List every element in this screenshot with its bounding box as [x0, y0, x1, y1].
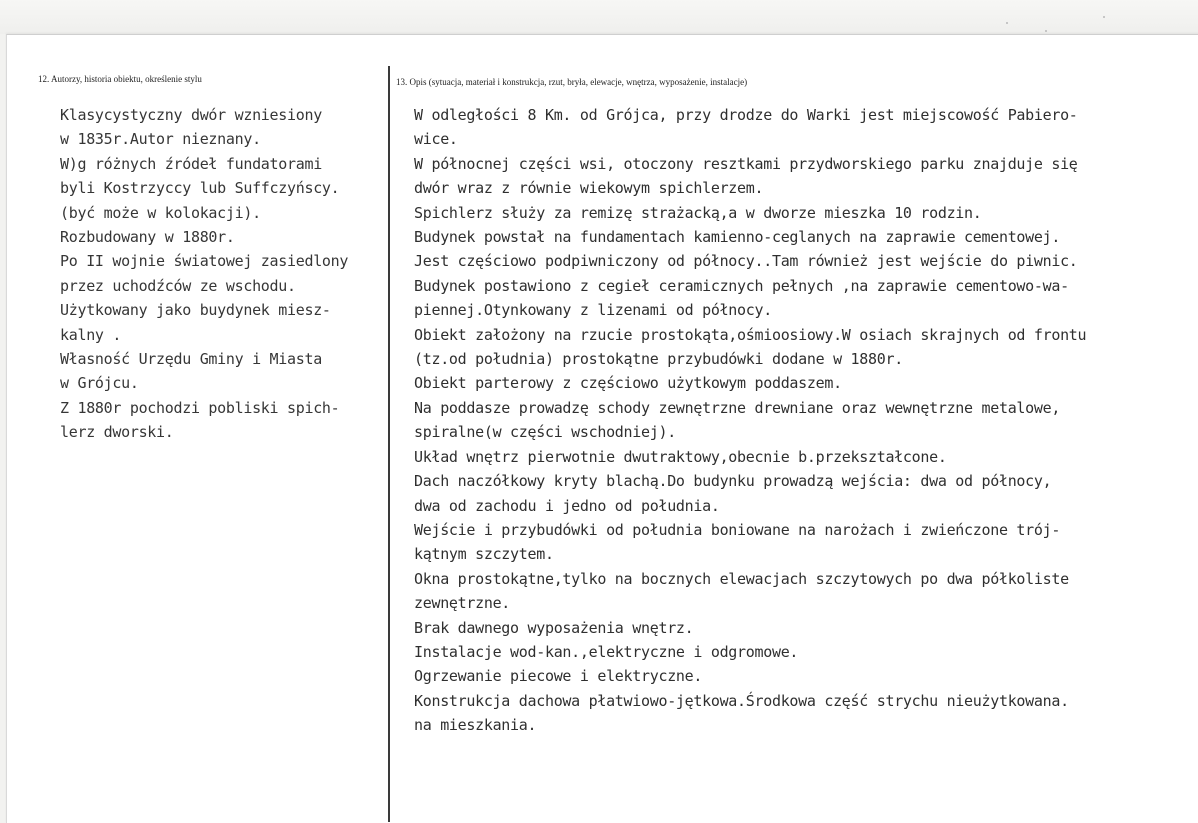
- text-line: wice.: [414, 130, 458, 149]
- text-line: Ogrzewanie piecowe i elektryczne.: [414, 667, 703, 686]
- text-line: kątnym szczytem.: [414, 545, 554, 564]
- text-line: W)g różnych źródeł fundatorami: [60, 154, 322, 173]
- section-12-text: [60, 103, 348, 445]
- text-line: kalny .: [60, 325, 122, 344]
- text-line: spiralne(w części wschodniej).: [414, 423, 676, 442]
- text-line: Użytkowany jako buydynek miesz-: [60, 301, 331, 320]
- text-line: Okna prostokątne,tylko na bocznych elewacjach szczytowych po dwa półkoliste: [414, 569, 1069, 588]
- text-line: dwór wraz z równie wiekowym spichlerzem.: [414, 179, 764, 198]
- text-line: w Grójcu.: [60, 374, 139, 393]
- scan-speck: [1006, 22, 1008, 24]
- text-line: (tz.od południa) prostokątne przybudówki dodane w 1880r.: [414, 350, 903, 369]
- text-line: byli Kostrzyccy lub Suffczyńscy.: [60, 179, 340, 198]
- text-line: dwa od zachodu i jedno od południa.: [414, 496, 720, 515]
- text-line: Dach naczółkowy kryty blachą.Do budynku prowadzą wejścia: dwa od północy,: [414, 472, 1052, 491]
- text-line: Budynek powstał na fundamentach kamienno-ceglanych na zaprawie cementowej.: [414, 228, 1061, 247]
- text-line: Budynek postawiono z cegieł ceramicznych pełnych ,na zaprawie cementowo-wa-: [414, 276, 1069, 295]
- text-line: Instalacje wod-kan.,elektryczne i odgromowe.: [414, 642, 799, 661]
- text-line: przez uchodźców ze wschodu.: [60, 276, 296, 295]
- scan-speck: [1045, 30, 1047, 32]
- text-line: na mieszkania.: [414, 716, 537, 735]
- text-line: Obiekt założony na rzucie prostokąta,ośmioosiowy.W osiach skrajnych od frontu: [414, 325, 1087, 344]
- column-divider: [388, 66, 390, 822]
- text-line: Wejście i przybudówki od południa boniowane na narożach i zwieńczone trój-: [414, 520, 1061, 539]
- section-13-label: 13. Opis (sytuacja, materiał i konstrukcja, rzut, bryła, elewacje, wnętrza, wyposażenie, instalacje): [396, 77, 748, 87]
- text-line: Z 1880r pochodzi pobliski spich-: [60, 398, 340, 417]
- text-line: W północnej części wsi, otoczony resztkami przydworskiego parku znajduje się: [414, 154, 1078, 173]
- text-line: Obiekt parterowy z częściowo użytkowym poddaszem.: [414, 374, 842, 393]
- text-line: Brak dawnego wyposażenia wnętrz.: [414, 618, 694, 637]
- section-13-text: [414, 103, 1086, 738]
- text-line: piennej.Otynkowany z lizenami od północy.: [414, 301, 772, 320]
- text-line: Układ wnętrz pierwotnie dwutraktowy,obecnie b.przekształcone.: [414, 447, 947, 466]
- text-line: Rozbudowany w 1880r.: [60, 228, 235, 247]
- text-line: W odległości 8 Km. od Grójca, przy drodze do Warki jest miejscowość Pabiero-: [414, 106, 1078, 124]
- text-line: Jest częściowo podpiwniczony od północy..Tam również jest wejście do piwnic.: [414, 252, 1078, 271]
- text-line: zewnętrzne.: [414, 594, 511, 613]
- text-line: Klasycystyczny dwór wzniesiony: [60, 106, 322, 124]
- scan-speck: [1103, 16, 1105, 18]
- text-line: (być może w kolokacji).: [60, 203, 261, 222]
- text-line: Po II wojnie światowej zasiedlony: [60, 252, 349, 271]
- text-line: Własność Urzędu Gminy i Miasta: [60, 350, 322, 369]
- section-12-label: 12. Autorzy, historia obiektu, określenie stylu: [38, 74, 202, 84]
- text-line: Spichlerz służy za remizę strażacką,a w dworze mieszka 10 rodzin.: [414, 203, 982, 222]
- text-line: lerz dworski.: [60, 423, 174, 442]
- text-line: w 1835r.Autor nieznany.: [60, 130, 261, 149]
- scan-background: [0, 0, 1198, 34]
- text-line: Na poddasze prowadzę schody zewnętrzne drewniane oraz wewnętrzne metalowe,: [414, 398, 1061, 417]
- text-line: Konstrukcja dachowa płatwiowo-jętkowa.Środkowa część strychu nieużytkowana.: [414, 691, 1069, 710]
